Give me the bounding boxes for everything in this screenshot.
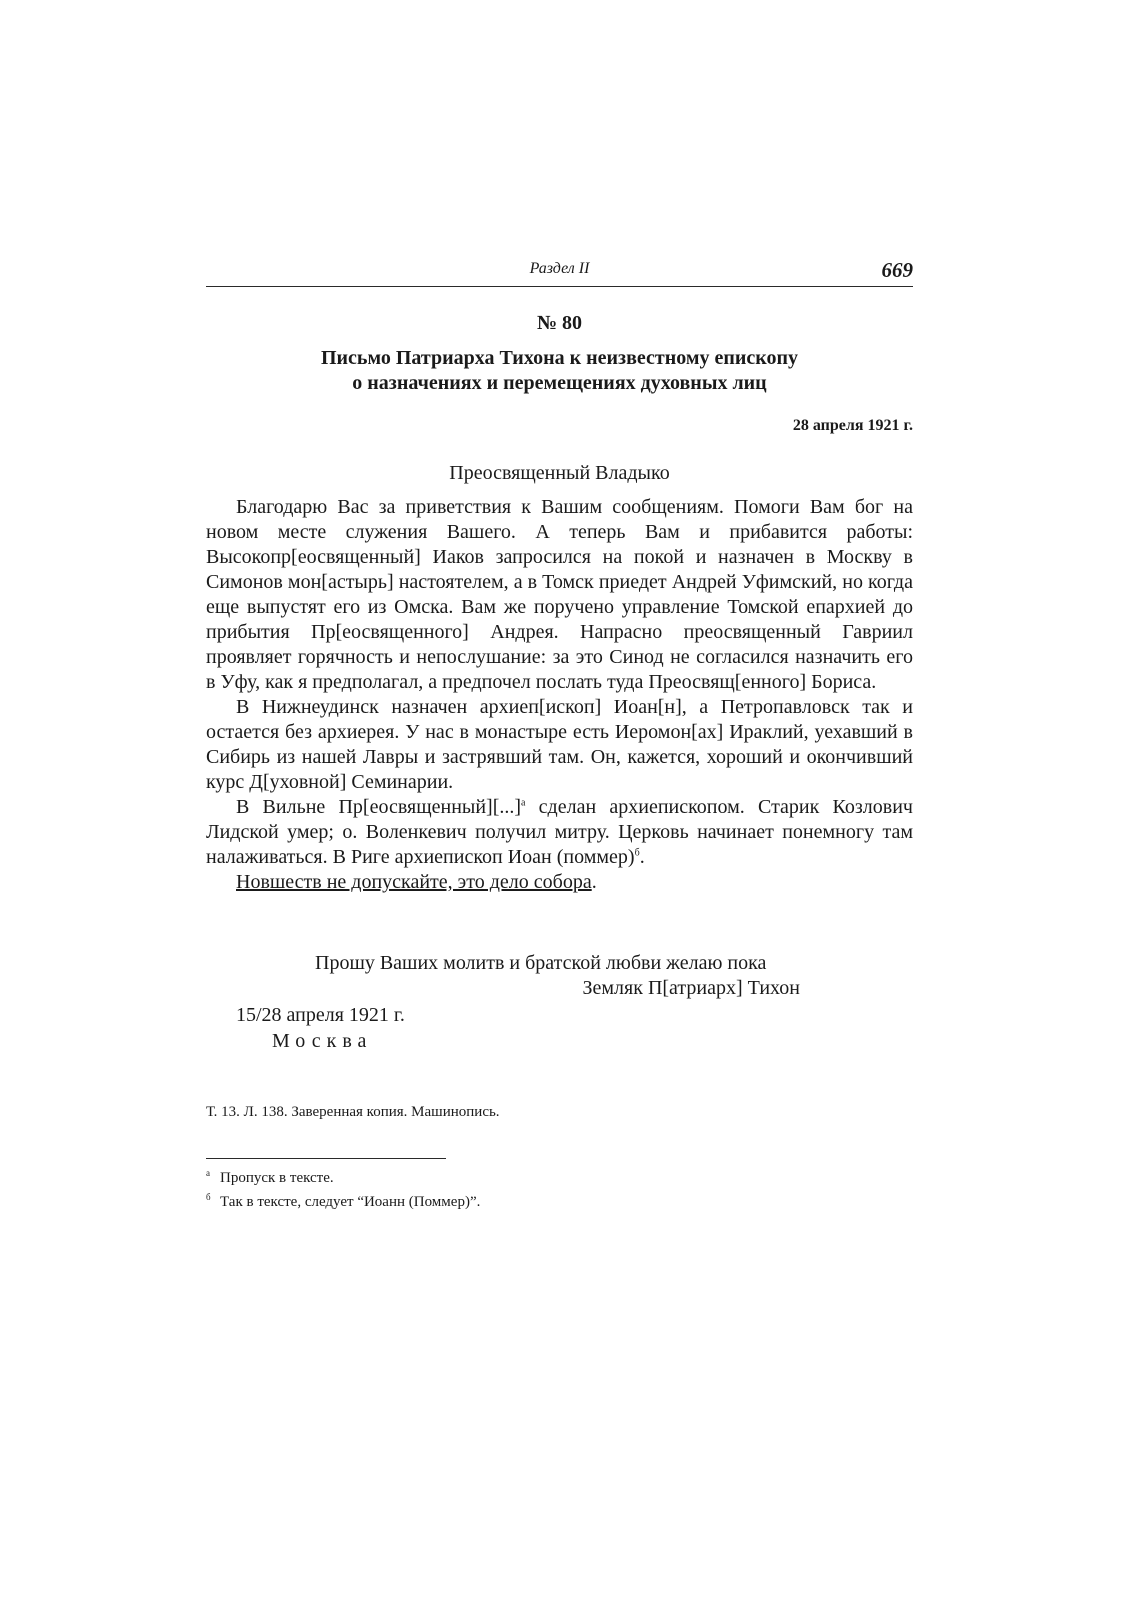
underlined-instruction-end: . (591, 871, 597, 893)
footnote-mark: а (206, 1168, 210, 1178)
paragraph-3 (206, 795, 913, 870)
paragraph-3-part-c: . (639, 846, 645, 868)
document-number: № 80 (536, 312, 583, 334)
document-title (206, 346, 913, 396)
footnote-divider (206, 1158, 446, 1159)
footnote-a (206, 1166, 480, 1190)
archival-source-note: Т. 13. Л. 138. Заверенная копия. Машинопись. (206, 1104, 500, 1120)
signature: Земляк П[атриарх] Тихон (582, 977, 800, 999)
closing-line: Прошу Ваших молитв и братской любви желаю пока (315, 952, 767, 974)
footnote-b (206, 1190, 480, 1214)
paragraph-1: Благодарю Вас за приветствия к Вашим сообщениям. Помоги Вам бог на новом месте служения Вашего. А теперь Вам и прибавится работы: Высокопр[еосвященный] Иаков запросился на покой и назначен в Москву в Симонов мон[астырь] настоятелем, а в Томск приедет Андрей Уфимский, но когда еще выпустят его из Омска. Вам же поручено управление Томской епархией до прибытия Пр[еосвященного] Андрея. Напрасно преосвященный Гавриил проявляет горячность и непослушание: за это Синод не согласился назначить его в Уфу, как я предполагал, а предпочел послать туда Преосвящ[енного] Бориса. (206, 496, 913, 693)
footnote-mark: б (206, 1192, 211, 1202)
paragraph-3-part-a: В Вильне Пр[еосвященный][...] (236, 796, 522, 818)
letter-date: 15/28 апреля 1921 г. (236, 1004, 405, 1026)
page-number: 669 (881, 258, 913, 282)
document-date: 28 апреля 1921 г. (792, 417, 913, 434)
footnote-ref-b[interactable]: б (634, 847, 640, 859)
underlined-instruction: Новшеств не допускайте, это дело собора (236, 871, 592, 893)
paragraph-4 (206, 870, 913, 895)
section-title: Раздел II (529, 260, 590, 277)
document-title-line-1: Письмо Патриарха Тихона к неизвестному епископу (320, 347, 799, 369)
document-title-line-2: о назначениях и перемещениях духовных лиц (352, 372, 767, 394)
letter-body (206, 495, 913, 895)
paragraph-2: В Нижнеудинск назначен архиеп[ископ] Иоан[н], а Петропавловск так и остается без архиерея. У нас в монастыре есть Иеромон[ах] Ираклий, уехавший в Сибирь из нашей Лавры и застрявший там. Он, кажется, хороший и окончивший курс Д[уховной] Семинарии. (206, 696, 913, 793)
running-head (206, 252, 913, 287)
footnote-text: Так в тексте, следует “Иоанн (Поммер)”. (220, 1194, 481, 1210)
footnote-ref-a[interactable]: а (521, 797, 526, 809)
footnote-text: Пропуск в тексте. (220, 1170, 334, 1186)
paragraph-3-part-b: сделан архиепископом. Старик Козлович Лидской умер; о. Воленкевич получил митру. Церковь начинает понемногу там налаживаться. В Риге архиепископ Иоан (поммер) (206, 796, 913, 868)
footnotes (206, 1166, 480, 1214)
letter-place: Москва (272, 1030, 373, 1052)
salutation: Преосвященный Владыко (449, 462, 670, 484)
